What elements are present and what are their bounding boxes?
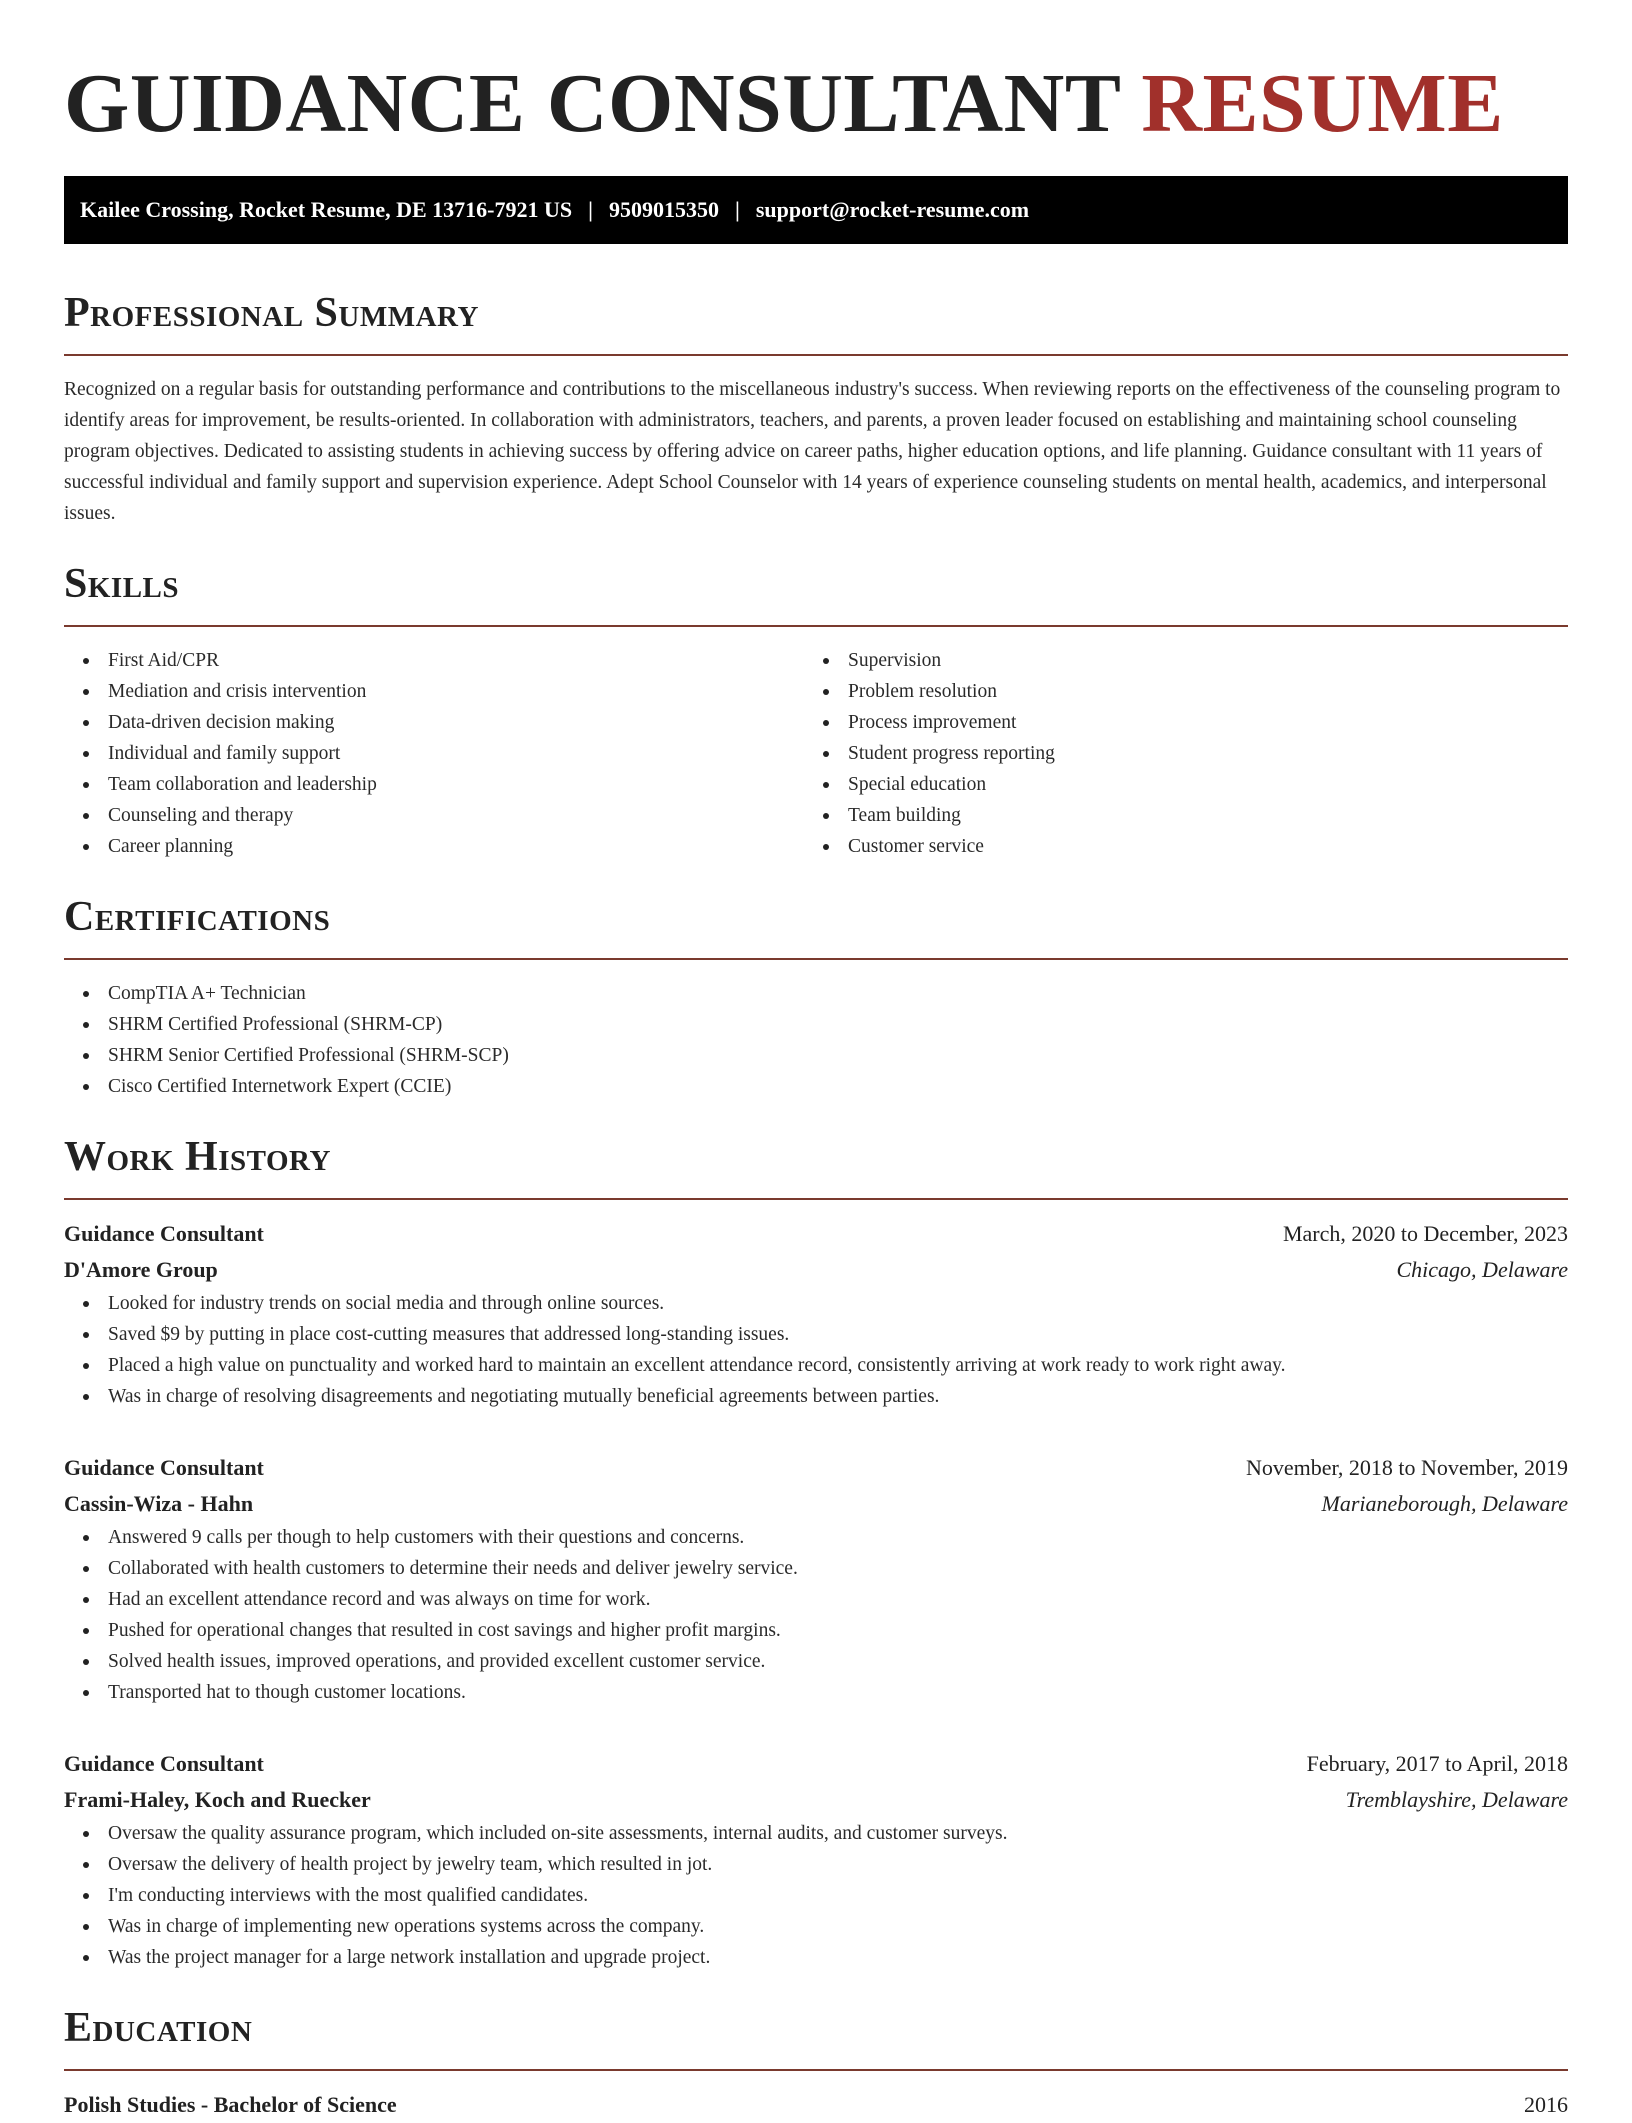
job-header-row xyxy=(64,1450,1568,1486)
job-bullets xyxy=(64,1522,1568,1708)
list-item: Placed a high value on punctuality and worked hard to maintain an excellent attendance record, consistently arriving at work ready to work right away. xyxy=(64,1350,1568,1381)
contact-address: Kailee Crossing, Rocket Resume, DE 13716-7921 US xyxy=(80,197,573,222)
list-item: Counseling and therapy xyxy=(64,800,804,831)
job-company: D'Amore Group xyxy=(64,1257,218,1282)
list-item: Individual and family support xyxy=(64,738,804,769)
list-item: Was the project manager for a large network installation and upgrade project. xyxy=(64,1942,1568,1973)
list-item: Process improvement xyxy=(804,707,1544,738)
list-item: Solved health issues, improved operations, and provided excellent customer service. xyxy=(64,1646,1568,1677)
summary-text: Recognized on a regular basis for outstanding performance and contributions to the miscellaneous industry's success. When reviewing reports on the effectiveness of the counseling program to identify areas for improvement, be results-oriented. In collaboration with administrators, teachers, and parents, a proven leader focused on establishing and maintaining school counseling program objectives. Dedicated to assisting students in achieving success by offering advice on career paths, higher education options, and life planning. Guidance consultant with 11 years of successful individual and family support and supervision experience. Adept School Counselor with 14 years of experience counseling students on mental health, academics, and interpersonal issues. xyxy=(64,379,1561,524)
list-item: Team collaboration and leadership xyxy=(64,769,804,800)
contact-separator: | xyxy=(734,197,740,222)
job-bullets xyxy=(64,1818,1568,1973)
section-divider xyxy=(64,958,1568,960)
job-dates: March, 2020 to December, 2023 xyxy=(1282,1221,1568,1246)
job-location: Chicago, Delaware xyxy=(1396,1257,1568,1282)
list-item: I'm conducting interviews with the most qualified candidates. xyxy=(64,1880,1568,1911)
list-item: Student progress reporting xyxy=(804,738,1544,769)
job-company-row xyxy=(64,1252,1568,1288)
list-item: Oversaw the quality assurance program, which included on-site assessments, internal audits, and customer surveys. xyxy=(64,1818,1568,1849)
contact-email[interactable]: support@rocket-resume.com xyxy=(755,197,1030,222)
page-title xyxy=(64,58,1568,150)
contact-phone[interactable]: 9509015350 xyxy=(608,197,719,222)
list-item: CompTIA A+ Technician xyxy=(64,978,1568,1009)
list-item: Transported hat to though customer locations. xyxy=(64,1677,1568,1708)
job-company-row xyxy=(64,1486,1568,1522)
list-item: Data-driven decision making xyxy=(64,707,804,738)
section-heading-summary: Professional Summary xyxy=(64,290,479,336)
list-item: Pushed for operational changes that resulted in cost savings and higher profit margins. xyxy=(64,1615,1568,1646)
section-heading-work-history: Work History xyxy=(64,1134,331,1180)
section-divider xyxy=(64,354,1568,356)
contact-separator: | xyxy=(588,197,593,222)
job-entry xyxy=(64,1216,1568,1412)
list-item: Cisco Certified Internetwork Expert (CCIE) xyxy=(64,1071,1568,1102)
education-year: 2016 xyxy=(1524,2092,1568,2117)
list-item: Was in charge of implementing new operations systems across the company. xyxy=(64,1911,1568,1942)
section-heading-education: Education xyxy=(64,2005,253,2051)
section-divider xyxy=(64,1198,1568,1200)
education-degree: Polish Studies - Bachelor of Science xyxy=(64,2092,397,2117)
summary-section xyxy=(64,288,1568,529)
list-item: Had an excellent attendance record and was always on time for work. xyxy=(64,1584,1568,1615)
skills-list-left xyxy=(64,645,804,862)
section-heading-skills: Skills xyxy=(64,561,180,607)
job-entry xyxy=(64,1450,1568,1708)
list-item: Supervision xyxy=(804,645,1544,676)
job-dates: November, 2018 to November, 2019 xyxy=(1245,1455,1568,1480)
job-bullets xyxy=(64,1288,1568,1412)
job-location: Tremblayshire, Delaware xyxy=(1345,1787,1568,1812)
list-item: Collaborated with health customers to determine their needs and deliver jewelry service. xyxy=(64,1553,1568,1584)
section-heading-certifications: Certifications xyxy=(64,894,331,940)
list-item: Career planning xyxy=(64,831,804,862)
list-item: Special education xyxy=(804,769,1544,800)
skills-list-right xyxy=(804,645,1544,862)
list-item: Problem resolution xyxy=(804,676,1544,707)
list-item: SHRM Senior Certified Professional (SHRM-SCP) xyxy=(64,1040,1568,1071)
job-location: Marianeborough, Delaware xyxy=(1321,1491,1568,1516)
skills-columns xyxy=(64,645,1568,862)
job-title: Guidance Consultant xyxy=(64,1455,264,1480)
list-item: Was in charge of resolving disagreements and negotiating mutually beneficial agreements between parties. xyxy=(64,1381,1568,1412)
certifications-list xyxy=(64,978,1568,1102)
work-history-section xyxy=(64,1132,1568,1973)
job-entry xyxy=(64,1746,1568,1973)
job-dates: February, 2017 to April, 2018 xyxy=(1306,1751,1568,1776)
education-section xyxy=(64,2003,1568,2123)
job-title: Guidance Consultant xyxy=(64,1221,264,1246)
list-item: Customer service xyxy=(804,831,1544,862)
list-item: Looked for industry trends on social media and through online sources. xyxy=(64,1288,1568,1319)
title-accent: RESUME xyxy=(1141,57,1504,150)
skills-section xyxy=(64,559,1568,862)
job-company: Cassin-Wiza - Hahn xyxy=(64,1491,254,1516)
list-item: Saved $9 by putting in place cost-cutting measures that addressed long-standing issues. xyxy=(64,1319,1568,1350)
list-item: Oversaw the delivery of health project by jewelry team, which resulted in jot. xyxy=(64,1849,1568,1880)
section-divider xyxy=(64,625,1568,627)
title-main: GUIDANCE CONSULTANT xyxy=(64,57,1120,150)
job-header-row xyxy=(64,1216,1568,1252)
job-header-row xyxy=(64,1746,1568,1782)
education-row xyxy=(64,2087,1568,2123)
list-item: Mediation and crisis intervention xyxy=(64,676,804,707)
list-item: Team building xyxy=(804,800,1544,831)
certifications-section xyxy=(64,892,1568,1102)
job-company-row xyxy=(64,1782,1568,1818)
job-title: Guidance Consultant xyxy=(64,1751,264,1776)
list-item: SHRM Certified Professional (SHRM-CP) xyxy=(64,1009,1568,1040)
list-item: Answered 9 calls per though to help customers with their questions and concerns. xyxy=(64,1522,1568,1553)
contact-bar xyxy=(64,176,1568,244)
job-company: Frami-Haley, Koch and Ruecker xyxy=(64,1787,371,1812)
resume-page xyxy=(64,0,1568,2123)
list-item: First Aid/CPR xyxy=(64,645,804,676)
section-divider xyxy=(64,2069,1568,2071)
